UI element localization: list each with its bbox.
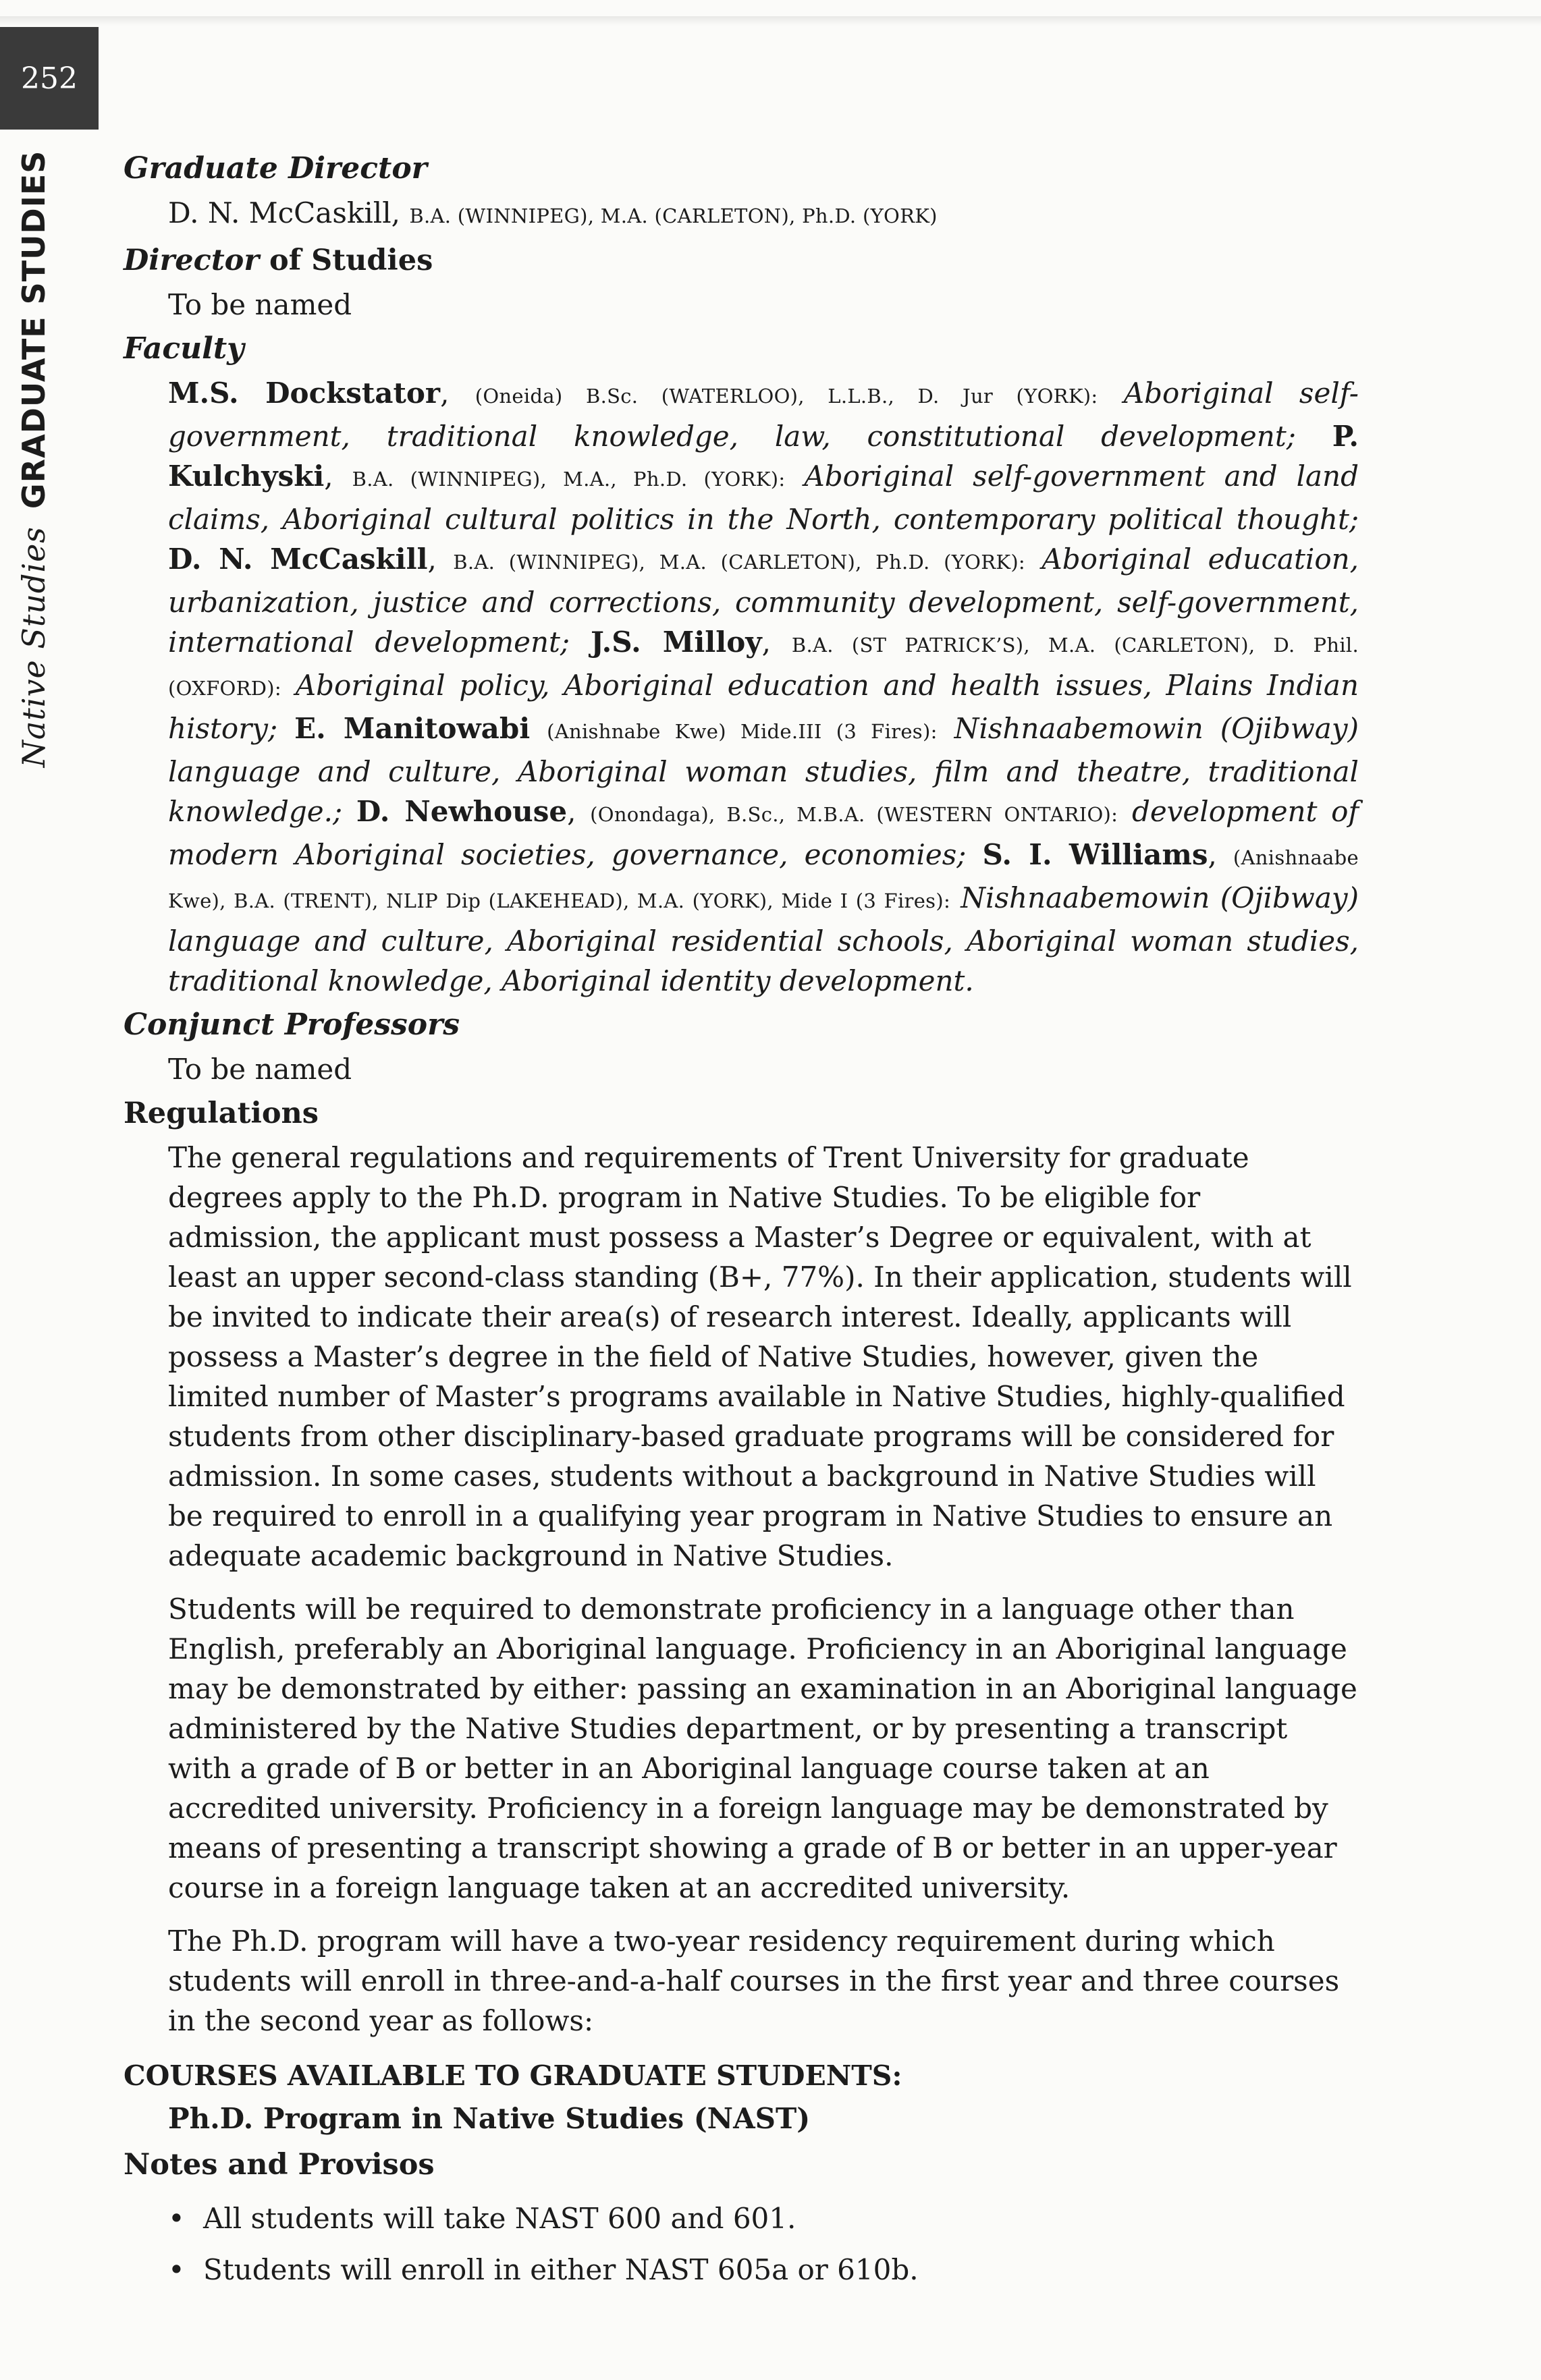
notes-item-text: Students will enroll in either NAST 605a or 610b.: [203, 2253, 919, 2286]
faculty-member-tail: [570, 626, 591, 659]
faculty-member-name: E. Manitowabi: [294, 712, 531, 745]
page-top-border: [0, 16, 1541, 26]
faculty-member-name: P. Kulchyski: [168, 420, 1359, 493]
regulations-paragraph: The general regulations and requirements of Trent University for graduate degrees apply to the Ph.D. program in Native Studies. To be eligible for admission, the applicant must possess a Master’s Degree or equivalent, with at least an upper second-class standing (B+, 77%). In their application, students will be invited to indicate their area(s) of research interest. Ideally, applicants will possess a Master’s degree in the field of Native Studies, however, given the limited number of Master’s programs available in Native Studies, highly-qualified students from other disciplinary-based graduate programs will be considered for admission. In some cases, students without a background in Native Studies will be required to enroll in a qualifying year program in Native Studies to ensure an adequate academic background in Native Studies.: [168, 1141, 1352, 1572]
faculty-heading: Faculty: [124, 331, 244, 366]
bullet-icon: •: [168, 2253, 185, 2286]
faculty-member-credentials: (Onondaga), B.Sc., M.B.A. (WESTERN ONTARIO):: [590, 803, 1118, 826]
faculty-member-areas: development of modern Aboriginal societies, governance, economies;: [168, 795, 1359, 871]
faculty-member-separator: ,: [324, 460, 352, 493]
page-content: [124, 144, 1359, 2296]
page-number-text: 252: [21, 61, 78, 96]
faculty-member-credentials: B.A. (ST PATRICK’S), M.A. (CARLETON), D. Phil. (OXFORD):: [168, 634, 1359, 700]
conjunct-professors-value: To be named: [168, 1053, 352, 1086]
regulations-paragraph: Students will be required to demonstrate proficiency in a language other than English, preferably an Aboriginal language. Proficiency in an Aboriginal language may be demonstrated by either: passing an examination in an Aboriginal language administered by the Native Studies department, or by presenting a transcript with a grade of B or better in an Aboriginal language course taken at an accredited university. Proficiency in a foreign language may be demonstrated by means of presenting a transcript showing a grade of B or better in an upper-year course in a foreign language taken at an accredited university.: [168, 1593, 1357, 1904]
director-of-studies-value: To be named: [168, 288, 352, 321]
director-of-studies-heading: [124, 236, 1359, 285]
faculty-member-separator: ,: [440, 377, 475, 410]
faculty-member-credentials: (Oneida) B.Sc. (WATERLOO), L.L.B., D. Jur (YORK):: [475, 385, 1098, 408]
faculty-member-tail: [277, 712, 294, 745]
faculty-member-credentials: B.A. (WINNIPEG), M.A., Ph.D. (YORK):: [352, 468, 786, 491]
faculty-member: [168, 377, 1359, 453]
faculty-member-credentials: B.A. (WINNIPEG), M.A. (CARLETON), Ph.D. (YORK):: [453, 551, 1026, 574]
faculty-member-name: M.S. Dockstator: [168, 377, 441, 410]
faculty-member-name: D. Newhouse: [356, 795, 568, 828]
faculty-member-tail: [966, 838, 982, 871]
page-number: [0, 27, 99, 130]
notes-item: [168, 2193, 1359, 2244]
faculty-list: [124, 373, 1359, 1001]
faculty-member-areas: Aboriginal self-government and land claims, Aboriginal cultural politics in the North, contemporary political thought;: [168, 460, 1359, 536]
program-heading: Ph.D. Program in Native Studies (NAST): [168, 2102, 811, 2135]
bullet-icon: •: [168, 2202, 185, 2235]
faculty-member-areas: Aboriginal education, urbanization, justice and corrections, community development, self-government, international development;: [168, 543, 1359, 659]
faculty-member-credentials: (Anishnabe Kwe) Mide.III (3 Fires):: [547, 720, 938, 743]
notes-item: [168, 2244, 1359, 2296]
running-head-section: GRADUATE STUDIES: [16, 150, 52, 509]
running-head-department: Native Studies: [16, 526, 52, 768]
notes-list: [124, 2193, 1359, 2296]
graduate-director-credentials: B.A. (WINNIPEG), M.A. (CARLETON), Ph.D. (YORK): [409, 204, 938, 227]
conjunct-professors-heading: Conjunct Professors: [124, 1007, 460, 1042]
running-head-text: [16, 150, 52, 768]
faculty-member-space: [785, 460, 804, 493]
faculty-member-name: J.S. Milloy: [591, 626, 762, 659]
faculty-member-tail: [342, 795, 356, 828]
graduate-director-heading: Graduate Director: [124, 151, 427, 186]
faculty-member-separator: ,: [761, 626, 792, 659]
faculty-member-space: [1118, 795, 1132, 828]
notes-heading: Notes and Provisos: [124, 2148, 435, 2182]
faculty-member-name: D. N. McCaskill: [168, 543, 428, 576]
faculty-member-separator: [530, 712, 547, 745]
faculty-member-name: S. I. Williams: [982, 838, 1208, 871]
courses-heading: COURSES AVAILABLE TO GRADUATE STUDENTS:: [124, 2059, 902, 2092]
faculty-member-space: [950, 881, 961, 914]
faculty-member-separator: ,: [427, 543, 454, 576]
running-head: [0, 150, 67, 768]
graduate-director-name: D. N. McCaskill,: [168, 196, 400, 229]
regulations-paragraph: The Ph.D. program will have a two-year residency requirement during which students will enroll in three-and-a-half courses in the first year and three courses in the second year as follows:: [168, 1925, 1340, 2037]
faculty-member-space: [1098, 377, 1123, 410]
faculty-member-credentials: (Anishnaabe Kwe), B.A. (TRENT), NLIP Dip (LAKEHEAD), M.A. (YORK), Mide I (3 Fires):: [168, 846, 1359, 912]
faculty-member-areas: Nishnaabemowin (Ojibway) language and culture, Aboriginal residential schools, Aboriginal woman studies, traditional knowledge, Aboriginal identity development.: [168, 881, 1359, 997]
faculty-member-separator: ,: [567, 795, 591, 828]
graduate-director-entry: [124, 193, 1359, 236]
faculty-member-areas: Aboriginal self-government, traditional knowledge, law, constitutional development;: [168, 377, 1359, 453]
faculty-member-areas: Aboriginal policy, Aboriginal education and health issues, Plains Indian history;: [168, 669, 1359, 745]
notes-item-text: All students will take NAST 600 and 601.: [203, 2202, 796, 2235]
regulations-heading: Regulations: [124, 1097, 319, 1130]
faculty-member-areas: Nishnaabemowin (Ojibway) language and culture, Aboriginal woman studies, film and theatre, traditional knowledge.;: [168, 712, 1359, 828]
faculty-member-separator: ,: [1208, 838, 1233, 871]
faculty-member-tail: [1296, 420, 1332, 453]
director-of-studies-heading-rest: of Studies: [269, 244, 433, 277]
faculty-member-space: [1025, 543, 1042, 576]
faculty-member-space: [938, 712, 954, 745]
director-of-studies-heading-italic: Director: [124, 244, 260, 277]
faculty-member-space: [281, 669, 296, 702]
